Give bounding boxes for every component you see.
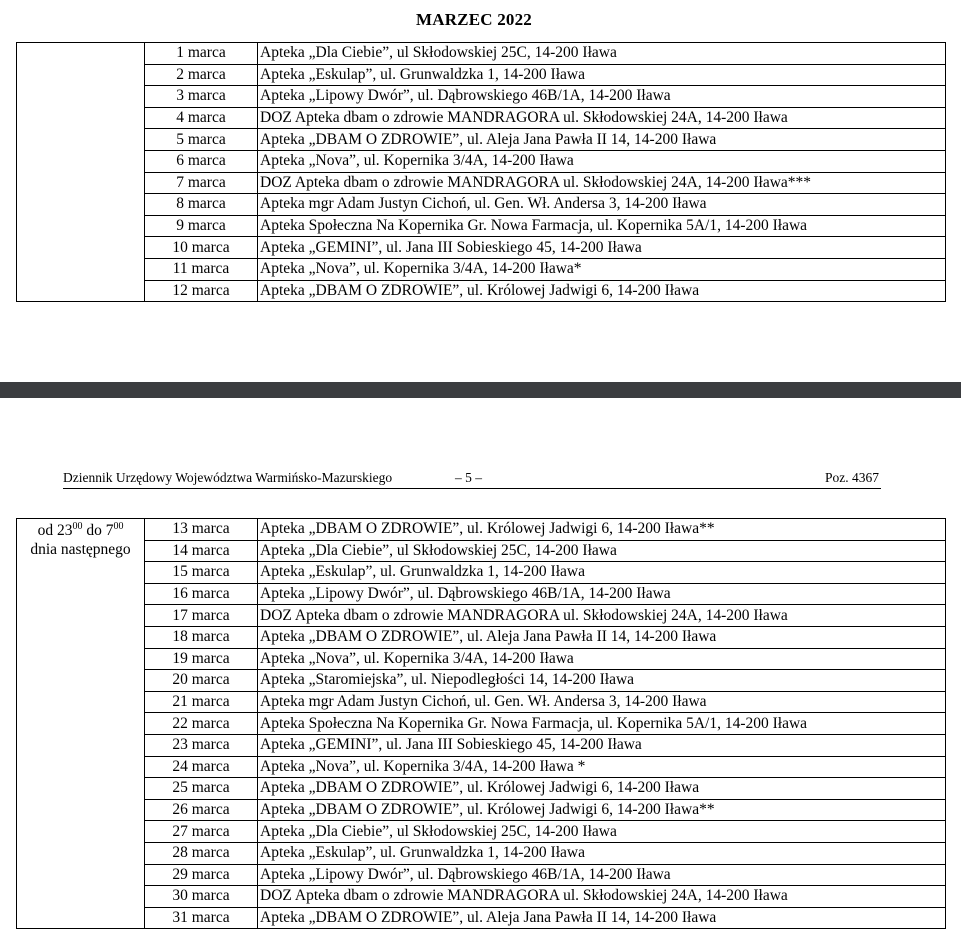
pharmacy-cell: Apteka „Lipowy Dwór”, ul. Dąbrowskiego 46B/1A, 14-200 Iława bbox=[258, 864, 946, 886]
pharmacy-cell: Apteka „DBAM O ZDROWIE”, ul. Królowej Jadwigi 6, 14-200 Iława bbox=[258, 778, 946, 800]
date-cell: 27 marca bbox=[145, 821, 258, 843]
table-row bbox=[17, 756, 946, 778]
date-cell: 4 marca bbox=[145, 107, 258, 129]
pharmacy-cell: DOZ Apteka dbam o zdrowie MANDRAGORA ul. Skłodowskiej 24A, 14-200 Iława bbox=[258, 605, 946, 627]
date-cell: 24 marca bbox=[145, 756, 258, 778]
pharmacy-cell: Apteka „Lipowy Dwór”, ul. Dąbrowskiego 46B/1A, 14-200 Iława bbox=[258, 583, 946, 605]
table-row bbox=[17, 237, 946, 259]
date-cell: 30 marca bbox=[145, 886, 258, 908]
pharmacy-cell: Apteka „Nova”, ul. Kopernika 3/4A, 14-200 Iława* bbox=[258, 258, 946, 280]
journal-name: Dziennik Urzędowy Województwa Warmińsko-Mazurskiego bbox=[63, 470, 393, 485]
date-cell: 26 marca bbox=[145, 799, 258, 821]
table-row bbox=[17, 150, 946, 172]
table-row bbox=[17, 172, 946, 194]
pharmacy-cell: Apteka „DBAM O ZDROWIE”, ul. Aleja Jana Pawła II 14, 14-200 Iława bbox=[258, 907, 946, 929]
date-cell: 10 marca bbox=[145, 237, 258, 259]
table-row bbox=[17, 605, 946, 627]
date-cell: 8 marca bbox=[145, 194, 258, 216]
table-row bbox=[17, 778, 946, 800]
pharmacy-cell: Apteka „DBAM O ZDROWIE”, ul. Aleja Jana Pawła II 14, 14-200 Iława bbox=[258, 129, 946, 151]
duty-hours: od $23^{00}$ do $7^{00}$ bbox=[37, 521, 124, 539]
table-row bbox=[17, 799, 946, 821]
pharmacy-cell: Apteka „Dla Ciebie”, ul Skłodowskiej 25C, 14-200 Iława bbox=[258, 43, 946, 65]
date-cell: 14 marca bbox=[145, 540, 258, 562]
table-row bbox=[17, 540, 946, 562]
pharmacy-cell: Apteka mgr Adam Justyn Cichoń, ul. Gen. Wł. Andersa 3, 14-200 Iława bbox=[258, 691, 946, 713]
table-row bbox=[17, 670, 946, 692]
date-cell: 19 marca bbox=[145, 648, 258, 670]
table-row bbox=[17, 129, 946, 151]
table-row bbox=[17, 907, 946, 929]
pharmacy-cell: Apteka „DBAM O ZDROWIE”, ul. Królowej Jadwigi 6, 14-200 Iława bbox=[258, 280, 946, 302]
table-row bbox=[17, 562, 946, 584]
table-row bbox=[17, 648, 946, 670]
table-row bbox=[17, 626, 946, 648]
date-cell: 6 marca bbox=[145, 150, 258, 172]
date-cell: 31 marca bbox=[145, 907, 258, 929]
table-row bbox=[17, 734, 946, 756]
date-cell: 12 marca bbox=[145, 280, 258, 302]
pharmacy-cell: DOZ Apteka dbam o zdrowie MANDRAGORA ul. Skłodowskiej 24A, 14-200 Iława bbox=[258, 107, 946, 129]
position-number: Poz. 4367 bbox=[825, 470, 879, 485]
date-cell: 16 marca bbox=[145, 583, 258, 605]
table-row bbox=[17, 194, 946, 216]
pharmacy-cell: Apteka „Eskulap”, ul. Grunwaldzka 1, 14-200 Iława bbox=[258, 842, 946, 864]
pharmacy-cell: Apteka „Lipowy Dwór”, ul. Dąbrowskiego 46B/1A, 14-200 Iława bbox=[258, 86, 946, 108]
table-row bbox=[17, 886, 946, 908]
pharmacy-cell: Apteka „Nova”, ul. Kopernika 3/4A, 14-200 Iława * bbox=[258, 756, 946, 778]
date-cell: 29 marca bbox=[145, 864, 258, 886]
pharmacy-cell: Apteka „DBAM O ZDROWIE”, ul. Królowej Jadwigi 6, 14-200 Iława** bbox=[258, 519, 946, 541]
schedule-table-top-body bbox=[17, 43, 946, 302]
date-cell: 3 marca bbox=[145, 86, 258, 108]
table-row bbox=[17, 258, 946, 280]
page-separator bbox=[0, 382, 961, 398]
pharmacy-cell: Apteka „Nova”, ul. Kopernika 3/4A, 14-200 Iława bbox=[258, 150, 946, 172]
date-cell: 13 marca bbox=[145, 519, 258, 541]
table-row bbox=[17, 280, 946, 302]
date-cell: 22 marca bbox=[145, 713, 258, 735]
pharmacy-cell: Apteka mgr Adam Justyn Cichoń, ul. Gen. Wł. Andersa 3, 14-200 Iława bbox=[258, 194, 946, 216]
date-cell: 2 marca bbox=[145, 64, 258, 86]
date-cell: 11 marca bbox=[145, 258, 258, 280]
schedule-table-top bbox=[16, 42, 946, 302]
date-cell: 25 marca bbox=[145, 778, 258, 800]
pharmacy-cell: Apteka „DBAM O ZDROWIE”, ul. Królowej Jadwigi 6, 14-200 Iława** bbox=[258, 799, 946, 821]
pharmacy-cell: Apteka „DBAM O ZDROWIE”, ul. Aleja Jana Pawła II 14, 14-200 Iława bbox=[258, 626, 946, 648]
pharmacy-cell: Apteka „Dla Ciebie”, ul Skłodowskiej 25C, 14-200 Iława bbox=[258, 540, 946, 562]
page-title: MARZEC 2022 bbox=[415, 10, 532, 29]
pharmacy-cell: DOZ Apteka dbam o zdrowie MANDRAGORA ul. Skłodowskiej 24A, 14-200 Iława*** bbox=[258, 172, 946, 194]
page-number: – 5 – bbox=[455, 470, 482, 485]
pharmacy-cell: Apteka Społeczna Na Kopernika Gr. Nowa Farmacja, ul. Kopernika 5A/1, 14-200 Iława bbox=[258, 713, 946, 735]
schedule-table-bottom-body bbox=[17, 519, 946, 929]
duty-next-day: dnia następnego bbox=[30, 541, 131, 558]
date-cell: 7 marca bbox=[145, 172, 258, 194]
date-cell: 20 marca bbox=[145, 670, 258, 692]
date-cell: 17 marca bbox=[145, 605, 258, 627]
date-cell: 18 marca bbox=[145, 626, 258, 648]
table-row bbox=[17, 583, 946, 605]
pharmacy-cell: Apteka „Eskulap”, ul. Grunwaldzka 1, 14-200 Iława bbox=[258, 562, 946, 584]
pharmacy-cell: DOZ Apteka dbam o zdrowie MANDRAGORA ul. Skłodowskiej 24A, 14-200 Iława bbox=[258, 886, 946, 908]
table-row bbox=[17, 842, 946, 864]
table-row bbox=[17, 713, 946, 735]
running-head bbox=[63, 470, 881, 489]
pharmacy-cell: Apteka „Eskulap”, ul. Grunwaldzka 1, 14-200 Iława bbox=[258, 64, 946, 86]
table-row bbox=[17, 107, 946, 129]
pharmacy-cell: Apteka „Dla Ciebie”, ul Skłodowskiej 25C, 14-200 Iława bbox=[258, 821, 946, 843]
hours-cell bbox=[17, 519, 145, 929]
pharmacy-cell: Apteka Społeczna Na Kopernika Gr. Nowa Farmacja, ul. Kopernika 5A/1, 14-200 Iława bbox=[258, 215, 946, 237]
date-cell: 23 marca bbox=[145, 734, 258, 756]
table-row bbox=[17, 64, 946, 86]
date-cell: 15 marca bbox=[145, 562, 258, 584]
table-row bbox=[17, 215, 946, 237]
table-row bbox=[17, 864, 946, 886]
date-cell: 5 marca bbox=[145, 129, 258, 151]
table-row bbox=[17, 691, 946, 713]
pharmacy-cell: Apteka „Staromiejska”, ul. Niepodległości 14, 14-200 Iława bbox=[258, 670, 946, 692]
table-row bbox=[17, 43, 946, 65]
schedule-table-bottom bbox=[16, 518, 946, 929]
date-cell: 28 marca bbox=[145, 842, 258, 864]
pharmacy-cell: Apteka „Nova”, ul. Kopernika 3/4A, 14-200 Iława bbox=[258, 648, 946, 670]
hours-cell bbox=[17, 43, 145, 302]
date-cell: 21 marca bbox=[145, 691, 258, 713]
table-row bbox=[17, 519, 946, 541]
table-row bbox=[17, 821, 946, 843]
pharmacy-cell: Apteka „GEMINI”, ul. Jana III Sobieskiego 45, 14-200 Iława bbox=[258, 734, 946, 756]
table-row bbox=[17, 86, 946, 108]
date-cell: 1 marca bbox=[145, 43, 258, 65]
pharmacy-cell: Apteka „GEMINI”, ul. Jana III Sobieskiego 45, 14-200 Iława bbox=[258, 237, 946, 259]
date-cell: 9 marca bbox=[145, 215, 258, 237]
